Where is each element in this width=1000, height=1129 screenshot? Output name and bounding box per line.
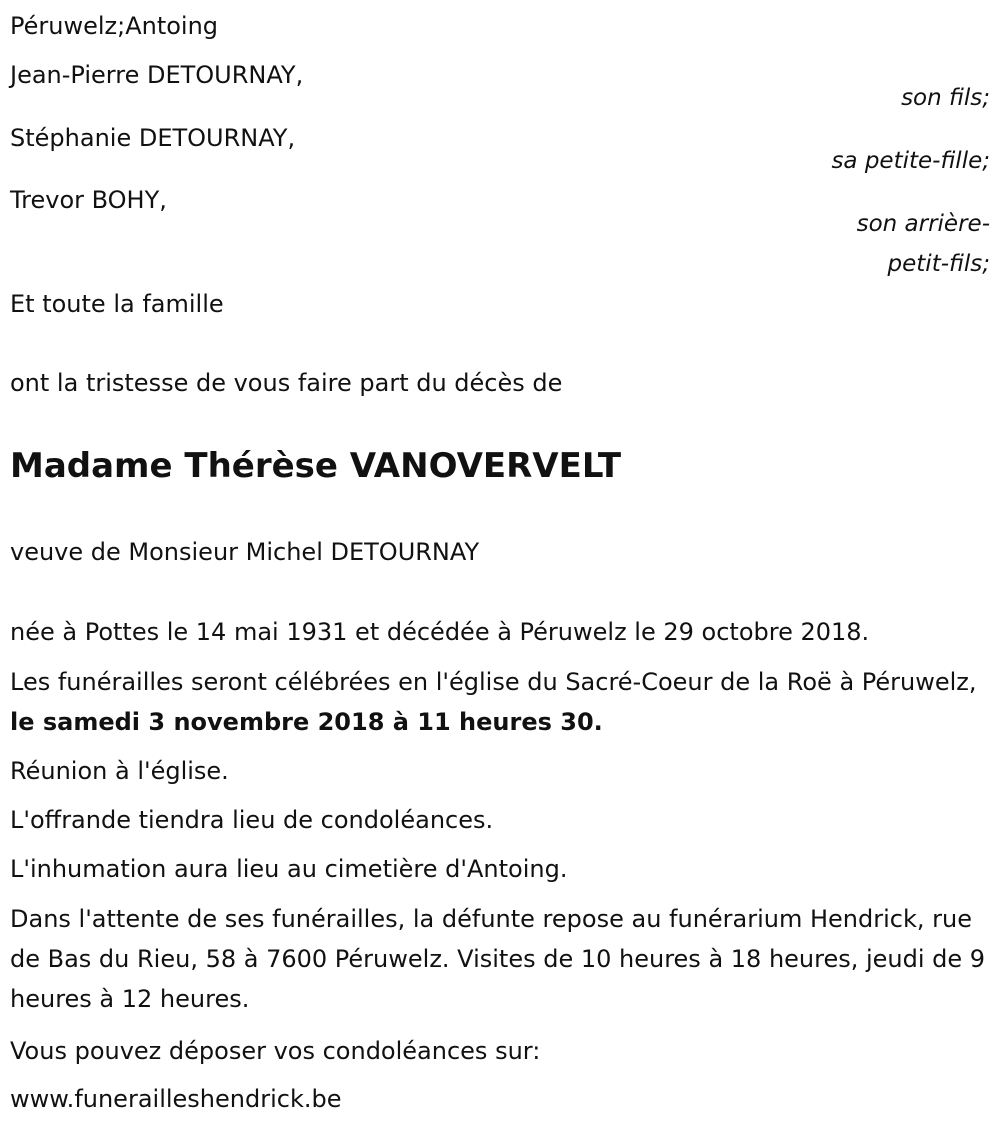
family-member-relation-continued: petit-fils; [887,251,990,277]
family-member-relation: son arrière- [856,211,990,237]
announcement-text: ont la tristesse de vous faire part du décès de [10,369,563,397]
offering-line: L'offrande tiendra lieu de condoléances. [10,806,494,834]
funeral-intro: Les funérailles seront célébrées en l'église du Sacré-Coeur de la Roë à Péruwelz, [10,668,977,696]
burial-line: L'inhumation aura lieu au cimetière d'Antoing. [10,855,568,883]
birth-death-line: née à Pottes le 14 mai 1931 et décédée à Péruwelz le 29 octobre 2018. [10,618,870,646]
family-member-name: Trevor BOHY, [10,186,167,214]
widow-of-line: veuve de Monsieur Michel DETOURNAY [10,538,480,566]
funeral-paragraph [10,662,990,742]
family-member-relation: son fils; [901,85,990,111]
funeral-date: le samedi 3 novembre 2018 à 11 heures 30. [10,708,603,736]
family-member-relation: sa petite-fille; [831,148,990,174]
family-member-name: Jean-Pierre DETOURNAY, [10,61,304,89]
all-family-line: Et toute la famille [10,290,224,318]
meeting-line: Réunion à l'église. [10,757,229,785]
visits-paragraph: Dans l'attente de ses funérailles, la défunte repose au funérarium Hendrick, rue de Bas du Rieu, 58 à 7600 Péruwelz. Visites de 10 heures à 18 heures, jeudi de 9 heures à 12 heures. [10,905,986,1013]
condolences-label: Vous pouvez déposer vos condoléances sur: [10,1037,541,1065]
family-member-name: Stéphanie DETOURNAY, [10,124,296,152]
website-link[interactable]: www.funerailleshendrick.be [10,1085,342,1113]
location-line: Péruwelz;Antoing [10,12,219,40]
deceased-name: Madame Thérèse VANOVERVELT [10,446,622,486]
